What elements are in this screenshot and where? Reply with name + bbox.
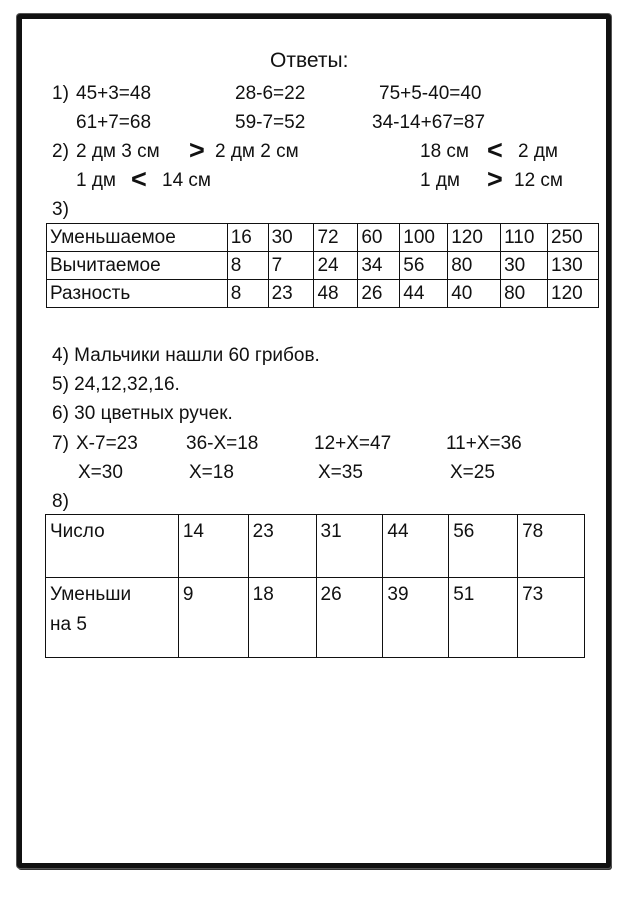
task2-right: 14 см: [162, 170, 211, 191]
task2-right: 2 дм 2 см: [215, 141, 299, 162]
table-cell: 18: [248, 578, 316, 658]
task1-label: 1): [52, 83, 69, 104]
table-cell: 30: [501, 252, 548, 280]
equation: 12+Х=47: [314, 433, 392, 454]
table-cell: 120: [548, 280, 599, 308]
greater-sign: >: [487, 164, 503, 194]
table-cell: 24: [314, 252, 358, 280]
task1-expr: 75+5-40=40: [379, 83, 482, 104]
solution: Х=18: [189, 462, 234, 483]
row-header: Разность: [47, 280, 228, 308]
table-cell: 26: [316, 578, 383, 658]
less-sign: <: [487, 135, 503, 165]
task2-right: 12 см: [514, 170, 563, 191]
table-cell: 56: [400, 252, 448, 280]
table-row: [46, 578, 585, 658]
row-header: [46, 578, 179, 658]
less-sign: <: [131, 164, 147, 194]
task4-answer: 4) Мальчики нашли 60 грибов.: [52, 345, 320, 366]
task1-expr: 59-7=52: [235, 112, 306, 133]
equation: 36-Х=18: [186, 433, 259, 454]
table-cell: 80: [448, 252, 501, 280]
table-cell: 73: [518, 578, 585, 658]
table-cell: 48: [314, 280, 358, 308]
task1-expr: 61+7=68: [76, 112, 152, 133]
table-cell: 7: [268, 252, 314, 280]
table-cell: 44: [400, 280, 448, 308]
table-cell: 40: [448, 280, 501, 308]
table-cell: 60: [358, 224, 400, 252]
table-cell: 51: [449, 578, 518, 658]
subtraction-table: [46, 223, 599, 308]
decrease-table: [45, 514, 585, 658]
table-cell: 30: [268, 224, 314, 252]
task2-left: 1 дм: [420, 170, 460, 191]
table-cell: 8: [227, 252, 268, 280]
row-header: Число: [46, 515, 179, 578]
table-cell: 120: [448, 224, 501, 252]
table-cell: 9: [178, 578, 248, 658]
table-row: [47, 224, 599, 252]
task2-left: 18 см: [420, 141, 469, 162]
table-row: [47, 280, 599, 308]
task3-label: 3): [52, 199, 69, 220]
table-cell: 31: [316, 515, 383, 578]
task1-expr: 45+3=48: [76, 83, 152, 104]
table-row: [47, 252, 599, 280]
table-cell: 39: [383, 578, 449, 658]
task7-label: 7): [52, 433, 69, 454]
table-cell: 14: [178, 515, 248, 578]
table-cell: 72: [314, 224, 358, 252]
row-header: Уменьшаемое: [47, 224, 228, 252]
table-cell: 26: [358, 280, 400, 308]
table-cell: 44: [383, 515, 449, 578]
solution: Х=25: [450, 462, 495, 483]
table-cell: 23: [248, 515, 316, 578]
solution: Х=30: [78, 462, 123, 483]
task1-expr: 28-6=22: [235, 83, 306, 104]
greater-sign: >: [189, 135, 205, 165]
page-title: Ответы:: [270, 49, 349, 72]
table-cell: 8: [227, 280, 268, 308]
table-cell: 34: [358, 252, 400, 280]
table-cell: 16: [227, 224, 268, 252]
table-cell: 250: [548, 224, 599, 252]
task1-expr: 34-14+67=87: [372, 112, 486, 133]
table-cell: 130: [548, 252, 599, 280]
task6-answer: 6) 30 цветных ручек.: [52, 403, 233, 424]
solution: Х=35: [318, 462, 363, 483]
task2-label: 2): [52, 141, 69, 162]
equation: Х-7=23: [76, 433, 138, 454]
table-cell: 56: [449, 515, 518, 578]
table-cell: 23: [268, 280, 314, 308]
table-cell: 80: [501, 280, 548, 308]
task2-left: 1 дм: [76, 170, 116, 191]
task2-left: 2 дм 3 см: [76, 141, 160, 162]
table-row: [46, 515, 585, 578]
equation: 11+Х=36: [446, 433, 522, 454]
task5-answer: 5) 24,12,32,16.: [52, 374, 180, 395]
table-cell: 100: [400, 224, 448, 252]
table-cell: 110: [501, 224, 548, 252]
table-cell: 78: [518, 515, 585, 578]
row-header: Вычитаемое: [47, 252, 228, 280]
task8-label: 8): [52, 491, 69, 512]
row-header-line: Уменьши: [50, 584, 132, 605]
task2-right: 2 дм: [518, 141, 558, 162]
row-header-line: на 5: [50, 614, 87, 635]
